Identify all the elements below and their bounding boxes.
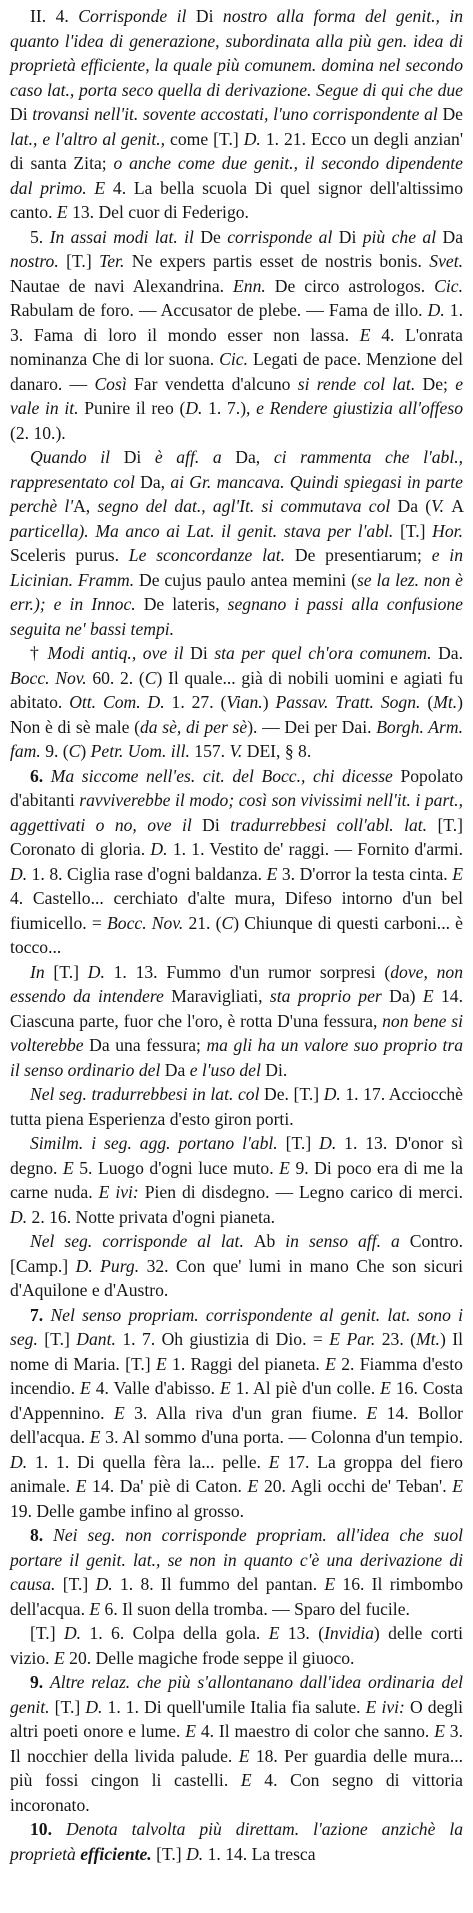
text-run: De cujus paulo antea memini ( (139, 569, 357, 590)
entry-paragraph (10, 960, 463, 1083)
text-run: 20. Agli occhi de' Teban'. (263, 1476, 453, 1496)
text-run: ) Chiunque di questi carboni... è tocco... (10, 912, 463, 957)
italic-text: D. (10, 1451, 35, 1472)
text-run: 9. ( (45, 741, 69, 761)
italic-text: E (89, 1427, 106, 1447)
text-run: Da (164, 1059, 190, 1080)
section-number: 8. (30, 1525, 54, 1545)
italic-text: Nel seg. tradurrebbesi in lat. col (30, 1084, 265, 1104)
text-run: 3. Alla riva d'un gran fiume. (134, 1402, 367, 1423)
italic-text: D. (95, 1574, 120, 1594)
italic-text: Altre relaz. che più s'allontanano dall'idea ordinaria del genit. (10, 1672, 464, 1717)
text-run: [T.] (399, 520, 433, 541)
text-run: 2. 16. Notte privata d'ogni pianeta. (31, 1206, 276, 1227)
text-run: 1. 6. Colpa della gola. (89, 1623, 269, 1643)
text-run: De lateris, (143, 594, 228, 614)
italic-text: Similm. i seg. agg. portano l'abl. (30, 1133, 286, 1153)
text-run: Da) (389, 986, 423, 1006)
text-run: 1. 8. Il fummo del pantan. (119, 1574, 325, 1594)
italic-text: Rendere giustizia all'offeso (269, 398, 463, 418)
italic-text: sta proprio per (269, 986, 390, 1006)
text-run: Da. (438, 643, 463, 663)
italic-text: ravviverebbe il modo; così son vivissimi nell'it. i part., aggettivati o no, ove il (10, 790, 463, 835)
italic-text: E (452, 863, 463, 884)
italic-text: E (220, 1378, 236, 1398)
text-run: 1. 8. Ciglia rase d'ogni baldanza. (31, 863, 267, 884)
italic-text: E (324, 1574, 343, 1594)
text-run: 4. Valle d'abisso. (95, 1378, 221, 1398)
text-run: ) (80, 741, 91, 761)
text-run: Da ( (397, 496, 432, 516)
italic-text: D. (63, 1623, 90, 1643)
entry-paragraph (10, 1303, 463, 1524)
text-run: 17. La groppa del fiero animale. (10, 1451, 463, 1496)
italic-text: in senso aff. a (285, 1231, 410, 1251)
text-run: ) delle corti vizio. (10, 1623, 463, 1668)
text-run: Rabulam de foro. — Accusator de plebe. — Fama de illo. (10, 300, 428, 320)
text-run: Sceleris purus. (10, 545, 129, 565)
italic-text: Cic. (434, 275, 463, 296)
entry-paragraph (10, 1670, 463, 1817)
entry-paragraph (10, 1523, 463, 1621)
italic-text: Bocc. Nov. (10, 667, 93, 688)
italic-text: V. (229, 741, 247, 761)
text-run: Contro. [Camp.] (10, 1231, 463, 1276)
text-run: 16. Costa d'Appennino. (10, 1378, 463, 1423)
text-run: II. 4. (30, 6, 79, 26)
text-run: ) Il nome di Maria. [T.] (10, 1329, 464, 1374)
text-run: Di. (265, 1059, 288, 1080)
entry-paragraph (10, 4, 463, 225)
italic-text: ai Gr. mancava. Quindi spiegasi in parte perchè l' (10, 471, 463, 516)
italic-text: E (325, 1353, 342, 1374)
text-run: Pien di disdegno. — Legno carico di merci. (144, 1182, 463, 1202)
italic-text: segnano i passi alla confusione seguita ne' bassi tempi. (10, 594, 463, 639)
text-run: 20. Delle magiche frode seppe il giuoco. (69, 1647, 355, 1668)
italic-text: E (75, 1476, 93, 1496)
entry-paragraph (10, 1229, 463, 1303)
text-run: Far vendetta d'alcuno (134, 373, 298, 394)
italic-text: E (268, 1451, 288, 1472)
text-run: 18. Per guardia delle mura... più fossi cingon li castelli. (10, 1745, 463, 1790)
text-run: Punire il reo ( (84, 398, 186, 418)
italic-text: E ivi: (98, 1182, 145, 1202)
text-run: 2. Fiamma d'esto incendio. (10, 1353, 463, 1398)
text-run: ). — Dei per Dai. (247, 716, 377, 737)
italic-text: si rende col lat. (297, 373, 423, 394)
italic-text: E (89, 1598, 105, 1619)
text-run: 13. ( (287, 1623, 325, 1643)
text-run: 4. Il maestro di color che sanno. (200, 1721, 435, 1741)
text-run: Di (338, 226, 363, 247)
italic-text: Nei seg. non corrisponde propriam. all'idea che suol portare il genit. lat., se non in quanto c'è una derivazione di causa. (10, 1525, 463, 1594)
text-run: 1. 17. Acciocchè tutta piena Esperienza d'esto giron porti. (10, 1084, 463, 1129)
text-run: † (30, 643, 48, 663)
italic-text: ma gli ha un valore suo proprio tra il senso ordinario del (10, 1035, 464, 1080)
text-run: ( (427, 692, 434, 712)
italic-text: se la lez. non è err.); e in Innoc. (10, 569, 463, 614)
text-run: Da una fessura; (89, 1035, 207, 1055)
italic-text: Ter. (99, 251, 132, 271)
italic-text: D. (10, 863, 32, 884)
italic-text: D. (319, 1133, 345, 1153)
italic-text: E (247, 1476, 264, 1496)
text-run: [T.] (53, 961, 88, 982)
text-run: DEI, § 8. (246, 741, 312, 761)
text-run: 23. ( (381, 1329, 417, 1349)
italic-text: E (359, 324, 382, 345)
italic-text: D. (85, 1696, 108, 1717)
italic-text: o anche come due genit., il secondo dipendente dal primo. E (10, 153, 463, 198)
italic-text: efficiente. (80, 1843, 157, 1864)
italic-text: Bocc. Nov. (107, 912, 189, 933)
text-run: De (442, 104, 463, 124)
text-run: [T.] (54, 1696, 86, 1717)
italic-text: ci rammenta che l'abl., rappresentato col (10, 447, 464, 492)
entry-paragraph (10, 764, 463, 960)
italic-text: e (256, 398, 270, 418)
entry-paragraph (10, 641, 463, 764)
italic-text: sta per quel ch'ora comunem. (214, 643, 439, 663)
text-run: 1. 27. ( (171, 692, 227, 712)
italic-text: D. (185, 398, 209, 418)
entry-paragraph (10, 1817, 463, 1866)
italic-text: Hor. (432, 520, 463, 541)
text-run: 6. Il suon della tromba. — Sparo del fucile. (104, 1598, 410, 1619)
italic-text: Quando il (30, 447, 124, 467)
text-run: (2. 10.). (10, 422, 66, 443)
text-run: 4. Con segno di vittoria incoronato. (10, 1770, 463, 1815)
italic-text: D. (186, 1843, 208, 1864)
italic-text: E (155, 1353, 173, 1374)
italic-text: E (266, 863, 282, 884)
italic-text: e vale in it. (10, 373, 463, 418)
italic-text: E (380, 1378, 396, 1398)
entry-paragraph (10, 445, 463, 641)
italic-text: E (279, 1157, 296, 1178)
text-run: 9. Di poco era di me la carne nuda. (10, 1157, 464, 1202)
section-number: 9. (30, 1672, 50, 1692)
text-run: 3. Al sommo d'una porta. — Colonna d'un tempio. (105, 1427, 463, 1447)
italic-text: più che al (362, 226, 443, 247)
italic-text: C (221, 912, 234, 933)
italic-text: C (144, 667, 157, 688)
text-run: Di (202, 814, 231, 835)
text-run: Ab (253, 1231, 286, 1251)
italic-text: Nel senso propriam. corrispondente al genit. lat. sono i seg. (10, 1304, 463, 1349)
italic-text: E Par. (329, 1329, 382, 1349)
text-run: 4. Castello... cerchiato d'alte mura, Difeso intorno d'un bel fiumicello. = (10, 888, 463, 933)
text-run: Da, (235, 447, 274, 467)
text-run: Di (190, 643, 215, 663)
italic-text: E (366, 1402, 387, 1423)
italic-text: C (68, 741, 81, 761)
text-run: A (451, 496, 463, 516)
entry-paragraph (10, 1082, 463, 1131)
italic-text: Dant. (76, 1329, 123, 1349)
text-run: [T.] (66, 251, 100, 271)
italic-text: tradurrebbesi coll'abl. lat. (230, 814, 438, 835)
italic-text: Nel seg. corrisponde al lat. (30, 1231, 254, 1251)
italic-text: E (238, 1745, 256, 1766)
text-run: 1. 7.), (208, 398, 257, 418)
text-run: Da (442, 226, 464, 247)
section-number: 7. (30, 1304, 51, 1325)
italic-text: Passav. Tratt. Sogn. (275, 692, 428, 712)
italic-text: Petr. Uom. ill. (90, 741, 195, 761)
italic-text: Le sconcordanze lat. (128, 545, 295, 565)
italic-text: Ott. Com. D. (69, 692, 172, 712)
italic-text: Svet. (429, 251, 463, 271)
text-run: Da, (140, 471, 171, 492)
italic-text: E (56, 202, 73, 222)
italic-text: In (30, 961, 54, 982)
text-run: De presentiarum; (294, 545, 432, 565)
text-run: ) (262, 692, 276, 712)
italic-text: E (268, 1623, 288, 1643)
text-run: 1. 1. Di quella fèra la... pelle. (34, 1451, 269, 1472)
text-run: 1. 13. Fummo d'un rumor sorpresi ( (113, 961, 391, 982)
italic-text: Enn. (233, 275, 275, 296)
italic-text: e in Licinian. Framm. (10, 545, 463, 590)
text-run: Nautae de navi Alexandrina. (10, 275, 234, 296)
italic-text: Cic. (219, 349, 253, 369)
text-run: 1. 3. Fama di loro il mondo esser non lassa. (10, 300, 463, 345)
italic-text: D. (10, 1206, 32, 1227)
text-run: 4. La bella scuola Di quel signor dell'altissimo canto. (10, 177, 464, 222)
text-run: 13. Del cuor di Federigo. (72, 202, 249, 222)
section-number: 10. (30, 1819, 66, 1839)
italic-text: E (53, 1647, 70, 1668)
text-run: 3. Il nocchier della livida palude. (10, 1721, 463, 1766)
text-run: 14. Bollor dell'acqua. (10, 1402, 463, 1447)
italic-text: E (422, 986, 441, 1006)
italic-text: Vian. (226, 692, 263, 712)
text-run: 5. (30, 226, 50, 247)
text-run: Popolato d'abitanti (10, 765, 463, 810)
italic-text: dove, non essendo da intendere (10, 961, 463, 1006)
italic-text: In assai modi lat. il (49, 226, 201, 247)
text-run: 3. D'orror la testa cinta. (281, 863, 453, 884)
text-run: 19. Delle gambe infino al grosso. (10, 1500, 245, 1521)
italic-text: Invidia (324, 1623, 374, 1643)
italic-text: Mt. (416, 1329, 440, 1349)
entry-paragraph (10, 1131, 463, 1229)
italic-text: D. (427, 300, 450, 320)
italic-text: Borgh. Arm. fam. (10, 716, 463, 761)
text-run: 4. L'onrata nominanza Che di lor suona. (10, 324, 463, 369)
italic-text: E (452, 1476, 463, 1496)
text-run: 1. 14. La tresca (207, 1843, 316, 1864)
text-run: A, (73, 496, 98, 516)
text-run: 1. 1. Di quell'umile Italia fia salute. (107, 1696, 366, 1717)
italic-text: Modi antiq., ove il (47, 643, 191, 663)
italic-text: nostro. (10, 251, 67, 271)
text-run: 157. (194, 741, 230, 761)
italic-text: è aff. a (154, 447, 236, 467)
text-run: De circo astrologos. (274, 275, 435, 296)
text-run: [T.] (44, 1329, 77, 1349)
italic-text: E (240, 1770, 265, 1790)
italic-text: E (185, 1721, 201, 1741)
italic-text: E (434, 1721, 450, 1741)
text-run: 1. 21. Ecco un degli anzian' di santa Zita; (10, 128, 463, 173)
italic-text: segno del dat., agl'It. si commutava col (97, 496, 398, 516)
italic-text: corrisponde al (227, 226, 339, 247)
text-run: 1. 13. D'onor sì degno. (10, 1133, 463, 1178)
text-run: [T.] (62, 1574, 96, 1594)
italic-text: E (113, 1402, 135, 1423)
text-run: Ne expers partis esset de nostris bonis. (131, 251, 430, 271)
text-run: 14. Ciascuna parte, fuor che l'oro, è rotta D'una fessura, (10, 986, 463, 1031)
text-run: ) Non è di sè male ( (10, 692, 463, 737)
italic-text: e l'uso del (189, 1059, 266, 1080)
italic-text: non bene si volterebbe (10, 1010, 463, 1055)
entry-paragraph (10, 225, 463, 446)
text-run: O degli altri poeti onore e lume. (10, 1696, 463, 1741)
text-run: [T.] (30, 1623, 64, 1643)
text-run: De; (422, 373, 456, 394)
text-run: Di (123, 447, 155, 467)
text-run: 16. Il rimbombo dell'acqua. (10, 1574, 464, 1619)
text-run: come [T.] (170, 128, 244, 149)
entry-paragraph (10, 1621, 463, 1670)
section-number: 6. (30, 765, 51, 786)
italic-text: E ivi: (365, 1696, 410, 1717)
italic-text: Denota talvolta più direttam. l'azione anzichè la proprietà (10, 1819, 464, 1864)
italic-text: lat., e l'altro al genit., (10, 128, 171, 149)
italic-text: Corrisponde il (78, 6, 196, 26)
text-run: 1. Raggi del pianeta. (172, 1353, 326, 1374)
italic-text: da sè, di per sè (139, 716, 248, 737)
italic-text: D. (87, 961, 114, 982)
italic-text: E (62, 1157, 80, 1178)
italic-text: V. (431, 496, 452, 516)
italic-text: D. Purg. (75, 1255, 147, 1276)
italic-text: D. (323, 1084, 346, 1104)
italic-text: D. (243, 128, 266, 149)
italic-text: D. (150, 839, 173, 859)
text-run: [T.] Coronato di gloria. (10, 814, 463, 859)
italic-text: Ma siccome nell'es. cit. del Bocc., chi dicesse (50, 765, 401, 786)
italic-text: trovansi nell'it. sovente accostati, l'uno corrispondente al (32, 104, 443, 124)
text-run: ) Il quale... già di nobili uomini e agiati fu abitato. (10, 667, 463, 712)
text-run: Legati de pace. Menzione del danaro. — (10, 349, 463, 394)
italic-text: E (79, 1378, 96, 1398)
italic-text: Mt. (433, 692, 458, 712)
text-run: 1. 1. Vestito de' raggi. — Fornito d'armi. (172, 839, 463, 859)
text-run: Maravigliati, (171, 986, 270, 1006)
text-run: 21. ( (188, 912, 222, 933)
text-run: 5. Luogo d'ogni luce muto. (79, 1157, 280, 1178)
text-run: [T.] (156, 1843, 187, 1864)
italic-text: Così (94, 373, 134, 394)
text-run: [T.] (285, 1133, 320, 1153)
text-run: Di (195, 6, 223, 26)
text-run: 14. Da' piè di Caton. (92, 1476, 248, 1496)
text-run: Di (10, 104, 33, 124)
text-run: De (200, 226, 228, 247)
italic-text: nostro alla forma del genit., in quanto l'idea di generazione, subordinata alla più gen. idea di proprietà efficiente, la quale più comunem. domina nel secondo caso lat., porta seco quella di derivazione. Segue di qui che due (10, 6, 464, 100)
text-run: 60. 2. ( (92, 667, 145, 688)
text-run: 1. 7. Oh giustizia di Dio. = (122, 1329, 330, 1349)
text-run: De. [T.] (264, 1084, 324, 1104)
text-run: 32. Con que' lumi in mano Che son sicuri d'Aquilone e d'Austro. (10, 1255, 463, 1300)
text-run: 1. Al piè d'un colle. (235, 1378, 381, 1398)
italic-text: particella). Ma anco ai Lat. il genit. stava per l'abl. (10, 520, 400, 541)
